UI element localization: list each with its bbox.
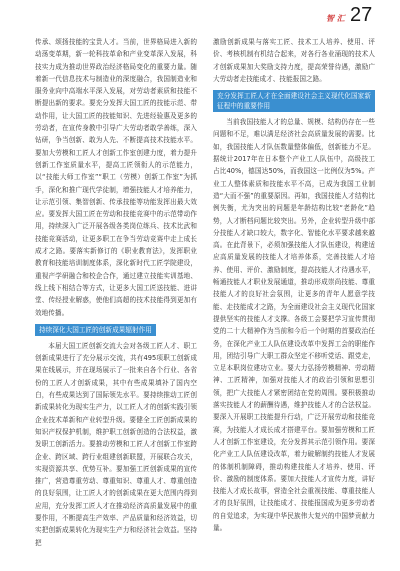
section-subheading: 持续深化大国工匠的创新成果辐射作用: [35, 324, 156, 336]
body-paragraph: 激励创新成果与落实工匠、技术工人培养、使用、评价、考核机制有机结合起来，对各行各业涌现的技术人才创新成果加大奖励支持力度，提高荣誉待遇，激励广大劳动者走技能成才、技能报国之路。: [213, 38, 375, 83]
page-number: 27: [350, 4, 373, 26]
body-paragraph: 当前我国技能人才的总量、规模、结构仍存在一些问题和不足，难以满足经济社会高质量发展的需要。比如，我国技能人才队伍数量整体偏低，创新能力不足。据统计2017年在日本整个产业工人队伍中，高级技工占比40%，德国达50%，而我国这一比例仅为5%。产业工人整体素质和技能水平不高，已成为我国工业制造“大而不强”的重要原因。再如，我国技能人才结构比例失衡，尤为突出的问题是年龄结构比较“老龄化”趋势，人才断档问题比较突出。另外，企业转型升级中部分技能人才缺口较大，数字化、智能化水平要求越来越高。在此背景下，必须加强技能人才队伍建设，构建适应高质量发展的技能人才培养体系，完善技能人才培养、使用、评价、激励制度，提高技能人才待遇水平，畅通技能人才职业发展通道，推动形成崇尚技能、尊重技能人才的良好社会氛围，让更多的青年人愿意学技能、走技能成才之路，为全面建设社会主义现代化国家提供坚实的技能人才支撑。各级工会要把学习宣传贯彻党的二十大精神作为当前和今后一个时期的首要政治任务，在深化产业工人队伍建设改革中发挥工会的职能作用，团结引导广大职工群众坚定不移听党话、跟党走，立足本职岗位建功立业。要大力弘扬劳模精神、劳动精神、工匠精神，加强对技能人才的政治引领和思想引领，把广大技能人才紧密团结在党的周围。要积极推动落实技能人才的薪酬待遇，维护技能人才的合法权益。要深入开展职工技能提升行动，广泛开展劳动和技能竞赛，为技能人才成长成才搭建平台。要加强劳模和工匠人才创新工作室建设，充分发挥其示范引领作用。要深化产业工人队伍建设改革，着力破解制约技能人才发展的体制机制障碍，推动构建技能人才培养、使用、评价、激励的制度体系。要加大技能人才宣传力度，讲好技能人才成长故事，营造全社会重视技能、尊重技能人才的良好氛围，让技能成才、技能报国成为更多劳动者的自觉追求，为实现中华民族伟大复兴的中国梦贡献力量。: [213, 118, 375, 532]
page-header: [0, 0, 400, 32]
body-paragraph: 传承、颂扬技能的宝贵人才。当前，世界格局进入新的动荡变革期，新一轮科技革命和产业变革深入发展，科技实力成为推动世界政治经济格局变化的重要力量。随着新一代信息技术与制造业的深度融合，我国制造业和服务业向中高端水平深入发展，对劳动者素质和技能不断提出新的要求。要充分发挥大国工匠的技能示范、带动作用，让大国工匠的技能知识、先进经验惠及更多的劳动者，在宣传身教中引导广大劳动者敢学善练，深入钻研，争当创新、敢为人先、不断提高技术技能水平。要加大劳模和工匠人才创新工作室创建力度，着力提升创新工作室质量水平，提高工匠领衔人的示范能力，以“技能大师工作室”“职工（劳模）创新工作室”为抓手，深化和推广现代学徒制，增强技能人才培养能力，让示范引领、集智创新、传承技能等功能发挥出最大效应。要发挥大国工匠在劳动和技能竞赛中的示范带动作用，持续深入广泛开展各级各类岗位练兵、技术比武和技能竞赛活动，让更多职工在争当劳动竞赛中走上成长成才之路。要落实新修订的《职业教育法》，发挥职业教育和技能培训制度体系，深化新时代工匠学院建设，重视产学研融合和校企合作，通过建立技能实训基地、线上线下相结合等方式，让更多大国工匠送技能、进讲堂、传经授业解惑，使他们高超的技术技能得到更加有效地传播。: [35, 38, 197, 317]
body-paragraph: 本届大国工匠创新交流大会对各级工匠人才、职工创新成果进行了充分展示交流，共有495项职工创新成果在线展示，并在现场展示了一批来自各个行业、各省份的工匠人才创新成果，其中有些成果填补了国内空白，有些成果达到了国际领先水平。要持续推动工匠创新成果转化为现实生产力，以工匠人才的创新实践引领企业技术革新和产业转型升级。要健全工匠创新成果的知识产权保护机制，维护职工创新创造的合法权益，激发职工创新活力。要推动劳模和工匠人才创新工作室跨企业、跨区域、跨行业组建创新联盟，开展联合攻关，实现资源共享、优势互补。要加强工匠创新成果的宣传推广，营造尊重劳动、尊重知识、尊重人才、尊重创造的良好氛围，让工匠人才的创新成果在更大范围内得到应用，充分发挥工匠人才在推动经济高质量发展中的重要作用，不断提高生产效率、产品质量和经济效益，切实把创新成果转化为现实生产力和经济社会效益。坚持把: [35, 341, 197, 547]
right-column: [213, 36, 375, 534]
section-label: 智 汇: [326, 14, 345, 23]
section-subheading: 充分发挥工匠人才在全面建设社会主义现代化国家新征程中的重要作用: [213, 90, 375, 112]
left-column: [35, 36, 197, 549]
